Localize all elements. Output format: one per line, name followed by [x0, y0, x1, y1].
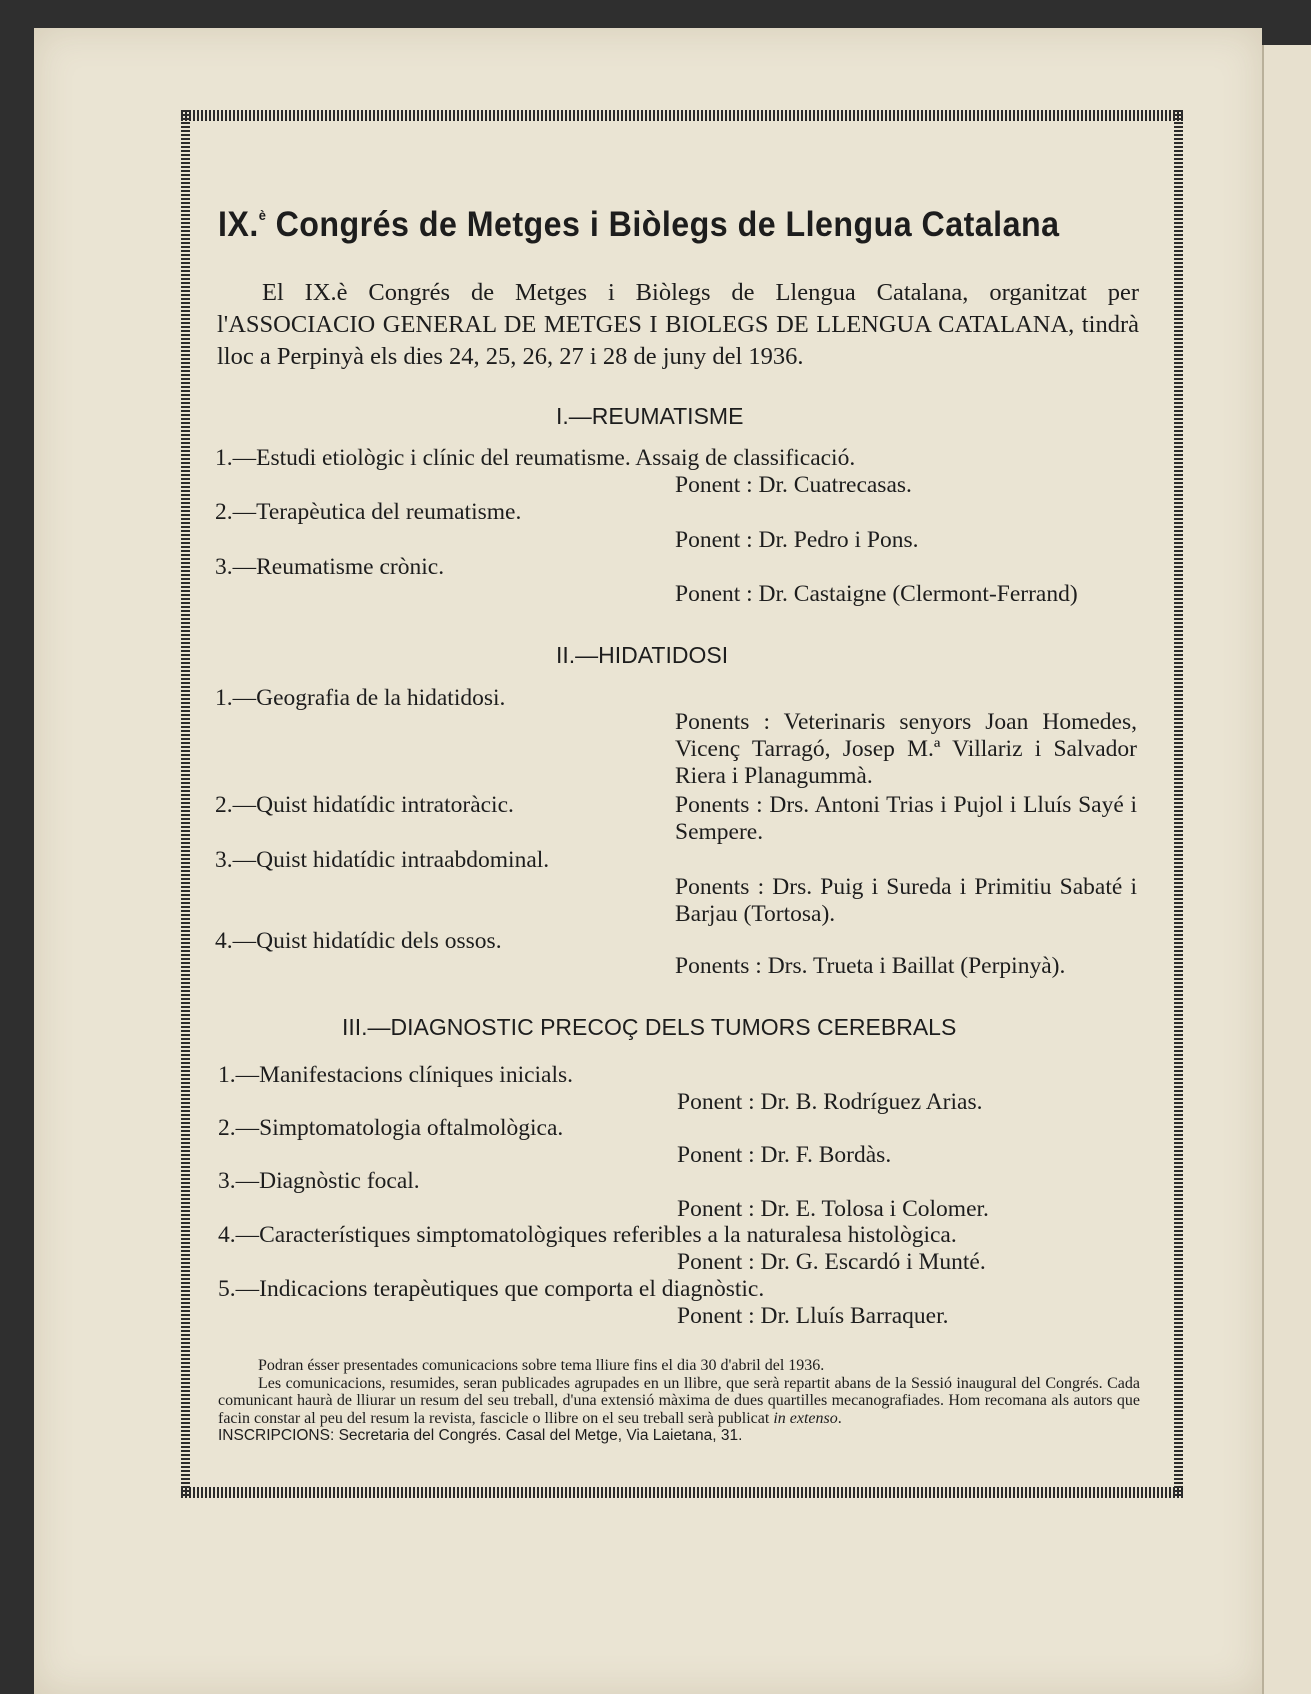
ponent: Ponent : Dr. Lluís Barraquer. [677, 1303, 949, 1329]
section-item: 4.—Quist hidatídic dels ossos. [215, 928, 502, 954]
title-text: Congrés de Metges i Biòlegs de Llengua Catalana [275, 205, 1060, 244]
section-item: 5.—Indicacions terapèutiques que comporta el diagnòstic. [218, 1276, 765, 1302]
page-title [218, 205, 1064, 245]
section-item: 2.—Terapèutica del reumatisme. [215, 499, 522, 525]
ponent: Ponent : Dr. F. Bordàs. [677, 1142, 892, 1168]
section-heading: II.—HIDATIDOSI [556, 642, 729, 668]
section-item: 3.—Reumatisme crònic. [215, 554, 445, 580]
ponent: Ponents : Veterinaris senyors Joan Homedes, Vicenç Tarragó, Josep M.ª Villariz i Salvador Riera i Planagummà. [675, 709, 1137, 789]
ponent: Ponent : Dr. B. Rodríguez Arias. [677, 1089, 983, 1115]
ponent: Ponent : Dr. Cuatrecasas. [675, 472, 912, 498]
section-item: 2.—Simptomatologia oftalmològica. [218, 1115, 564, 1141]
note-communications-text: Les comunicacions, resumides, seran publicades agrupades en un llibre, que serà repartit abans de la Sessió inaugural del Congrés. Cada comunicant haurà de lliurar un resum del seu treball, d'una extensió màxima de dues quartilles mecanografiades. Hom recomana als autors que facin constar al peu del resum la revista, fascicle o llibre on el seu treball serà publicat [218, 1374, 1140, 1427]
ponent: Ponent : Dr. Pedro i Pons. [675, 527, 919, 553]
ponent: Ponents : Drs. Puig i Sureda i Primitiu Sabaté i Barjau (Tortosa). [675, 874, 1137, 927]
note-end: . [837, 1409, 842, 1427]
title-prefix: IX. [218, 205, 259, 244]
section-item: 1.—Manifestacions clíniques inicials. [218, 1062, 574, 1088]
intro-text: El IX.è Congrés de Metges i Biòlegs de Llengua Catalana, organitzat per l'ASSOCIACIO GENERAL DE METGES I BIOLEGS DE LLENGUA CATALANA, tindrà lloc a Perpinyà els dies 24, 25, 26, 27 i 28 de juny del 1936. [217, 279, 1139, 370]
section-item: 1.—Estudi etiològic i clínic del reumatisme. Assaig de classificació. [215, 445, 856, 471]
ponent: Ponent : Dr. E. Tolosa i Colomer. [677, 1196, 989, 1222]
ponent: Ponent : Dr. Castaigne (Clermont-Ferrand) [675, 581, 1078, 607]
note-inscriptions: INSCRIPCIONS: Secretaria del Congrés. Casal del Metge, Via Laietana, 31. [218, 1427, 743, 1444]
note-deadline: Podran ésser presentades comunicacions sobre tema lliure fins el dia 30 d'abril del 1936. [258, 1357, 825, 1374]
section-heading: I.—REUMATISME [556, 403, 744, 429]
intro-paragraph [217, 277, 1139, 373]
note-italic: in extenso [773, 1409, 838, 1427]
ponent: Ponents : Drs. Trueta i Baillat (Perpinyà). [675, 953, 1066, 979]
note-communications [218, 1375, 1140, 1428]
section-item: 3.—Quist hidatídic intraabdominal. [215, 847, 550, 873]
section-item: 1.—Geografia de la hidatidosi. [215, 685, 506, 711]
footnotes [218, 1357, 1140, 1445]
section-item: 3.—Diagnòstic focal. [218, 1168, 420, 1194]
section-heading: III.—DIAGNOSTIC PRECOÇ DELS TUMORS CEREBRALS [342, 1014, 957, 1040]
ponent: Ponents : Drs. Antoni Trias i Pujol i Lluís Sayé i Sempere. [675, 792, 1137, 845]
section-item: 4.—Característiques simptomatològiques referibles a la naturalesa histològica. [218, 1222, 957, 1248]
ponent: Ponent : Dr. G. Escardó i Munté. [677, 1249, 986, 1275]
title-superscript: è [258, 207, 267, 223]
section-item: 2.—Quist hidatídic intratoràcic. [215, 792, 514, 818]
